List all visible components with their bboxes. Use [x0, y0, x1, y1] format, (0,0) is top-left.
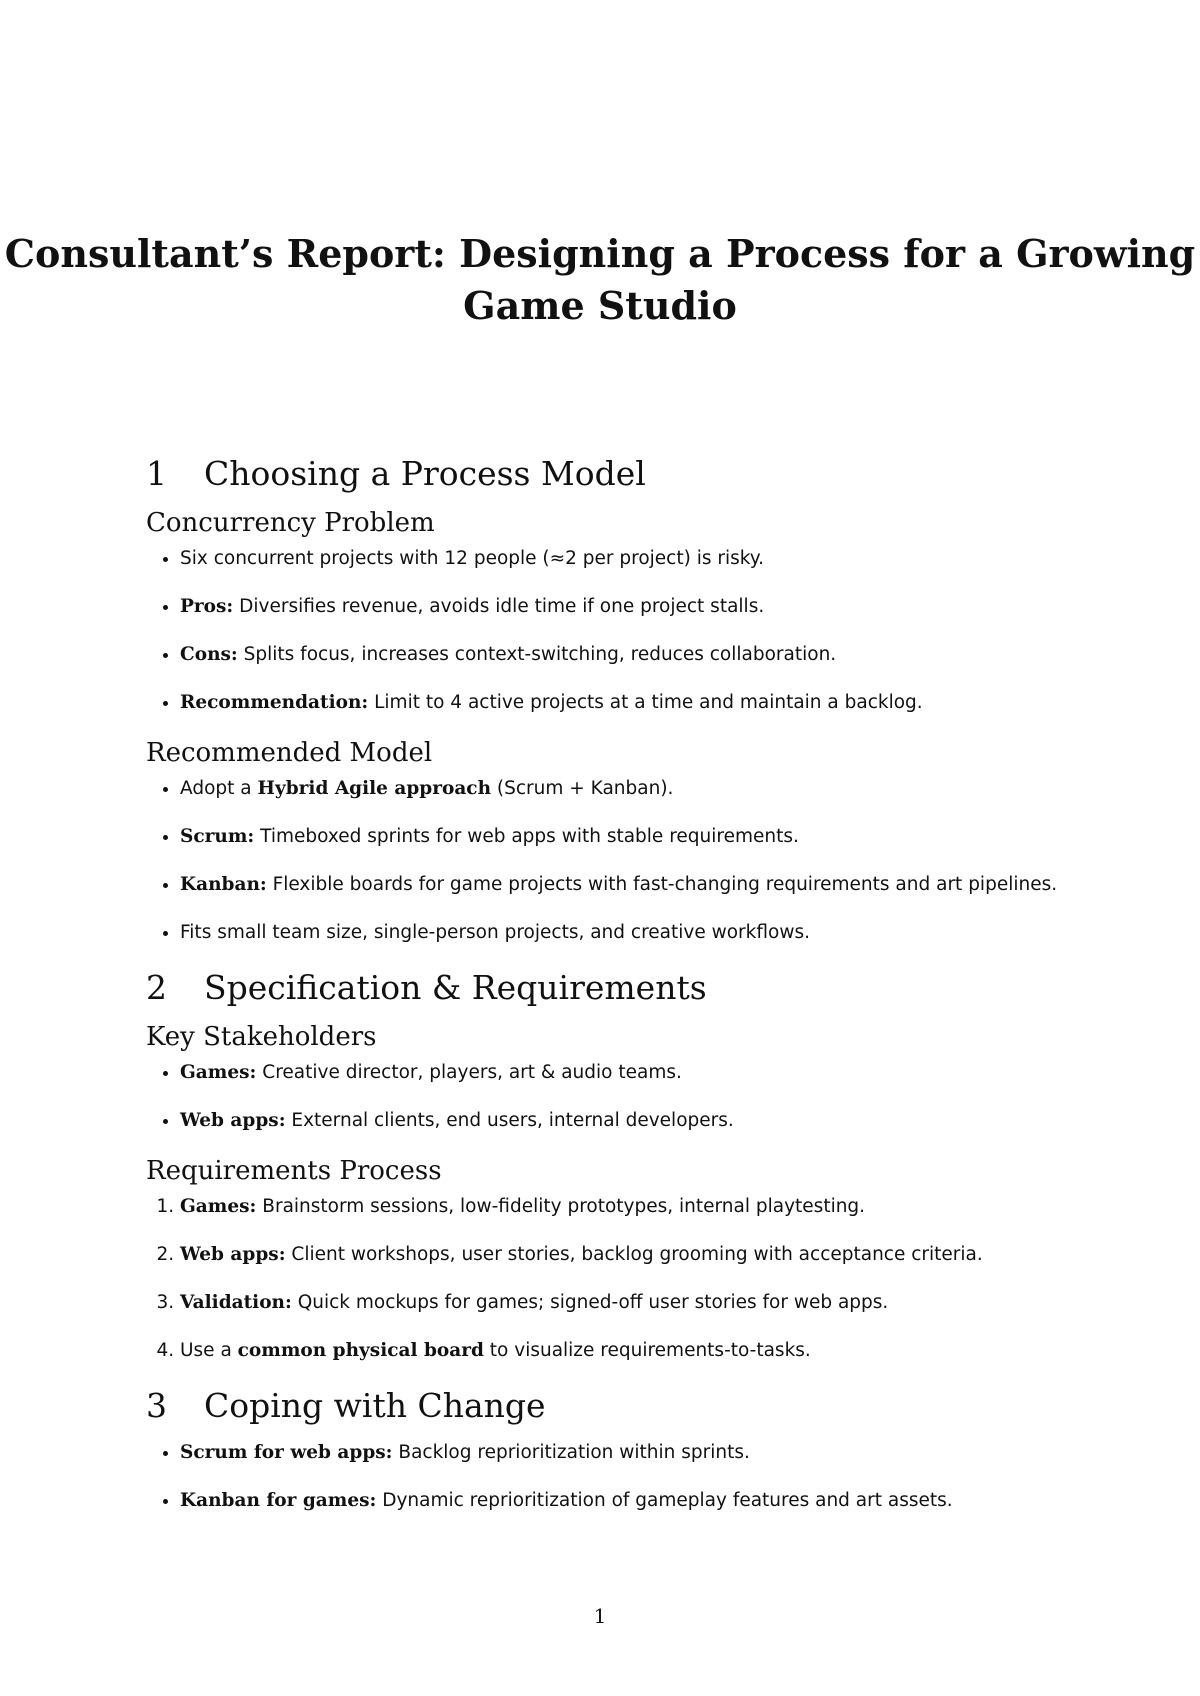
item-text: Creative director, players, art & audio teams.: [256, 1062, 682, 1083]
section-number: 1: [146, 454, 167, 493]
item-label: Web apps:: [180, 1110, 286, 1131]
list-item: [180, 1192, 1066, 1221]
item-text: External clients, end users, internal developers.: [285, 1110, 734, 1131]
item-label: Scrum for web apps:: [180, 1442, 393, 1463]
item-label: Validation:: [180, 1292, 292, 1313]
section-title: Coping with Change: [204, 1386, 546, 1425]
item-prefix: Use a: [180, 1340, 238, 1361]
item-prefix: Adopt a: [180, 778, 258, 799]
section-1-heading: [146, 452, 1066, 496]
subsection-recommended-model: Recommended Model: [146, 738, 433, 768]
item-label: Scrum:: [180, 826, 255, 847]
item-label: common physical board: [237, 1340, 484, 1361]
section-title: Specification & Requirements: [204, 968, 707, 1007]
requirements-process-list: [146, 1192, 1066, 1365]
item-text: Splits focus, increases context-switching, reduces collaboration.: [237, 644, 837, 665]
list-item: [180, 688, 1066, 717]
item-label: Kanban:: [180, 874, 267, 895]
list-item: [180, 918, 1066, 947]
page-number: 1: [593, 1604, 607, 1628]
section-3-heading: [146, 1384, 1066, 1428]
item-text: (Scrum + Kanban).: [491, 778, 674, 799]
list-item: [180, 1486, 1066, 1515]
list-item: [180, 1058, 1066, 1087]
item-text: Quick mockups for games; signed-off user stories for web apps.: [291, 1292, 889, 1313]
list-item: [180, 1106, 1066, 1135]
item-text: Client workshops, user stories, backlog grooming with acceptance criteria.: [285, 1244, 983, 1265]
item-text: Fits small team size, single-person projects, and creative workflows.: [180, 922, 810, 943]
list-item: [180, 1240, 1066, 1269]
concurrency-list: [146, 544, 1066, 717]
document-body: [146, 452, 1066, 1534]
list-item: [180, 822, 1066, 851]
item-label: Pros:: [180, 596, 234, 617]
stakeholders-list: [146, 1058, 1066, 1135]
item-text: Six concurrent projects with 12 people (≈2 per project) is risky.: [180, 548, 764, 569]
item-text: Flexible boards for game projects with fast-changing requirements and art pipelines.: [266, 874, 1058, 895]
item-label: Recommendation:: [180, 692, 369, 713]
section-number: 3: [146, 1386, 167, 1425]
list-item: [180, 544, 1066, 573]
item-text: Limit to 4 active projects at a time and maintain a backlog.: [368, 692, 923, 713]
subsection-requirements-process: Requirements Process: [146, 1156, 442, 1186]
item-label: Cons:: [180, 644, 238, 665]
section-2-heading: [146, 966, 1066, 1010]
section-number: 2: [146, 968, 167, 1007]
recommended-model-list: [146, 774, 1066, 947]
list-item: [180, 870, 1066, 899]
item-label: Games:: [180, 1196, 257, 1217]
list-item: [180, 592, 1066, 621]
section-title: Choosing a Process Model: [204, 454, 646, 493]
list-item: [180, 1438, 1066, 1467]
item-text: to visualize requirements-to-tasks.: [483, 1340, 811, 1361]
item-label: Hybrid Agile approach: [257, 778, 492, 799]
document-title-text: Consultant’s Report: Designing a Process for a Growing Game Studio: [4, 231, 1196, 328]
item-label: Games:: [180, 1062, 257, 1083]
item-text: Dynamic reprioritization of gameplay features and art assets.: [376, 1490, 953, 1511]
item-text: Brainstorm sessions, low-fidelity prototypes, internal playtesting.: [256, 1196, 866, 1217]
list-item: [180, 774, 1066, 803]
subsection-key-stakeholders: Key Stakeholders: [146, 1022, 377, 1052]
document-title: [0, 228, 1200, 332]
item-text: Timeboxed sprints for web apps with stable requirements.: [254, 826, 799, 847]
list-item: [180, 1288, 1066, 1317]
subsection-concurrency-problem: Concurrency Problem: [146, 508, 435, 538]
list-item: [180, 640, 1066, 669]
item-label: Web apps:: [180, 1244, 286, 1265]
coping-with-change-list: [146, 1438, 1066, 1515]
list-item: [180, 1336, 1066, 1365]
item-label: Kanban for games:: [180, 1490, 377, 1511]
item-text: Diversifies revenue, avoids idle time if one project stalls.: [233, 596, 765, 617]
item-text: Backlog reprioritization within sprints.: [392, 1442, 750, 1463]
